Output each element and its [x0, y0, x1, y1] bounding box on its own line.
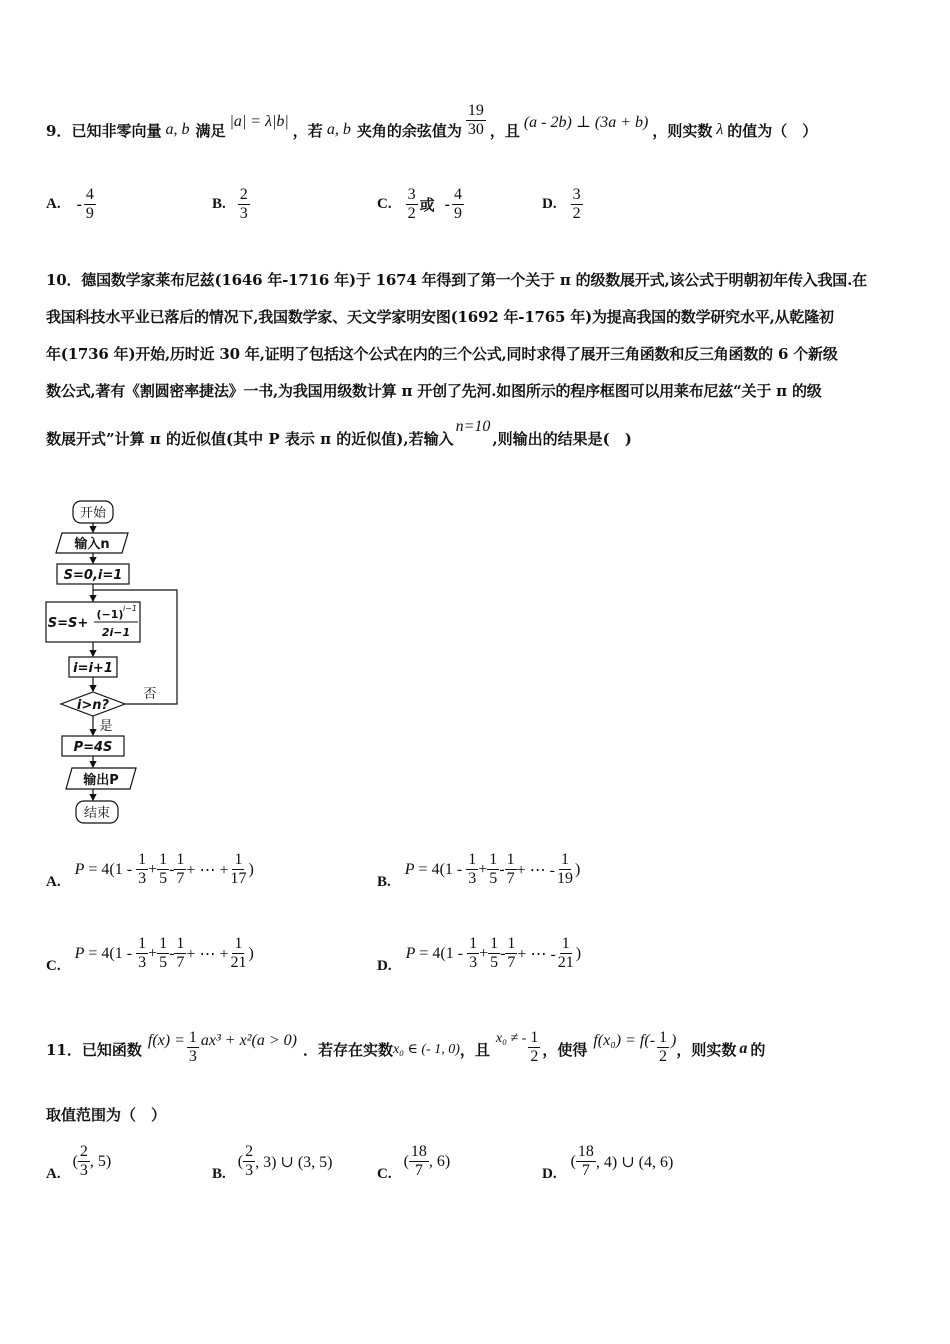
q10-flowchart [40, 495, 200, 830]
flow-input-text: 输入n [74, 537, 110, 552]
q10-line-4: 数公式,著有《割圆密率捷法》一书,为我国用级数计算 π 开创了先河.如图所示的程序框图可以用莱布尼兹“关于 π 的级 [46, 382, 822, 400]
flow-end-text: 结束 [83, 806, 111, 821]
flow-update-num: (−1) [96, 608, 124, 621]
flow-no-label: 否 [143, 687, 157, 702]
q9-condition: |a| = λ|b| [229, 113, 289, 130]
q10-option-d[interactable]: D. P = 4(1 - $\frac{1}{3}$ + $\frac{1}{5}$ - $\frac{1}{7}$ + ⋯ - $\frac{1}{21}$ ) [377, 935, 582, 974]
q10-n-input: n=10 [455, 417, 491, 435]
q9-option-d[interactable]: D. $\frac{3}{2}$ [542, 186, 581, 222]
q9-number: 9． [46, 121, 72, 140]
q11-x0-ne: x₀ ≠ - [495, 1031, 527, 1046]
q9-cos-den: 30 [467, 120, 484, 138]
q11-stem: 11． 已知函数 f(x) = $\frac{1}{3}$ ax³ + x²(a > 0) ．若存在实数 x₀ ∈ (- 1, 0) ，且 x₀ ≠ - $\frac{1}{2}$ ，使得 f(x₀) = f(- $\frac{1}{2}$ ) ，则实数 a 的 [46, 1028, 766, 1065]
q9-stem [46, 100, 817, 160]
q11-option-c[interactable]: C. ( $\frac{18}{7}$ , 6) [377, 1143, 451, 1182]
flow-init-text: S=0,i=1 [63, 568, 123, 583]
q10-option-a[interactable]: A. P = 4(1 - $\frac{1}{3}$ + $\frac{1}{5}$ - $\frac{1}{7}$ + ⋯ + $\frac{1}{17}$ ) [46, 851, 254, 890]
flow-yes-label: 是 [99, 719, 113, 734]
q11-x0-range: x₀ ∈ (- 1, 0) [392, 1041, 460, 1057]
q9-text-1: 已知非零向量 [71, 121, 162, 140]
q11-equation: f(x₀) = f(- [593, 1032, 656, 1049]
q9-text-5: ，且 [489, 121, 520, 140]
q9-text-7: 的值为（ ） [727, 121, 818, 140]
q9-text-2: 满足 [195, 121, 226, 140]
q9-cos-fraction [466, 102, 486, 139]
q10-line-2: 我国科技水平业已落后的情况下,我国数学家、天文学家明安图(1692 年-1765 年)为提高我国的数学研究水平,从乾隆初 [46, 308, 834, 326]
q9-perpendicular: (a - 2b) ⊥ (3a + b) [523, 114, 649, 131]
q9-lambda: λ [716, 121, 724, 138]
flow-start-text: 开始 [79, 506, 107, 521]
q9-text-6: ，则实数 [652, 121, 713, 140]
q11-number: 11． [46, 1040, 82, 1059]
q9-text-4: 夹角的余弦值为 [356, 121, 462, 140]
q9-option-b[interactable]: B. $\frac{2}{3}$ [212, 186, 248, 222]
q11-option-b[interactable]: B. ( $\frac{2}{3}$ , 3) ∪ (3, 5) [212, 1143, 333, 1182]
q9-option-c[interactable]: C. $\frac{3}{2}$ 或 - $\frac{4}{9}$ [377, 186, 462, 222]
flow-update-den: 2i−1 [101, 626, 131, 639]
q9-vars-ab: a, b [165, 121, 190, 138]
flow-assign-text: P=4S [73, 740, 113, 755]
flow-cond-text: i>n? [76, 698, 110, 713]
q10-line-5: 数展开式”计算 π 的近似值(其中 P 表示 π 的近似值),若输入 n=10 ,则输出的结果是( ) [46, 417, 632, 448]
q11-line-2: 取值范围为（ ） [46, 1106, 167, 1124]
q10-line-1: 10．德国数学家莱布尼兹(1646 年-1716 年)于 1674 年得到了第一个关于 π 的级数展开式,该公式于明朝初年传入我国.在 [46, 271, 867, 289]
q11-func-lhs: f(x) = [147, 1032, 185, 1049]
q9-vars-ab-2: a, b [326, 121, 351, 138]
flow-incr-text: i=i+1 [73, 661, 113, 676]
q9-text-3: ，若 [292, 121, 323, 140]
flow-update-exp: i−1 [122, 604, 138, 613]
flow-update-prefix: S=S+ [47, 616, 89, 631]
q10-option-b[interactable]: B. P = 4(1 - $\frac{1}{3}$ + $\frac{1}{5}$ - $\frac{1}{7}$ + ⋯ - $\frac{1}{19}$ ) [377, 851, 581, 890]
q10-line-3: 年(1736 年)开始,历时近 30 年,证明了包括这个公式在内的三个公式,同时求得了展开三角函数和反三角函数的 6 个新级 [46, 345, 838, 363]
q11-option-d[interactable]: D. ( $\frac{18}{7}$ , 4) ∪ (4, 6) [542, 1143, 674, 1182]
flow-output-text: 输出P [83, 773, 119, 788]
q9-option-a[interactable]: A. - $\frac{4}{9}$ [46, 186, 94, 222]
q11-option-a[interactable]: A. ( $\frac{2}{3}$ , 5) [46, 1143, 112, 1182]
q10-option-c[interactable]: C. P = 4(1 - $\frac{1}{3}$ + $\frac{1}{5}$ - $\frac{1}{7}$ + ⋯ + $\frac{1}{21}$ ) [46, 935, 254, 974]
q11-func-rest: ax³ + x²(a > 0) [200, 1032, 297, 1049]
q9-cos-num: 19 [467, 101, 484, 119]
